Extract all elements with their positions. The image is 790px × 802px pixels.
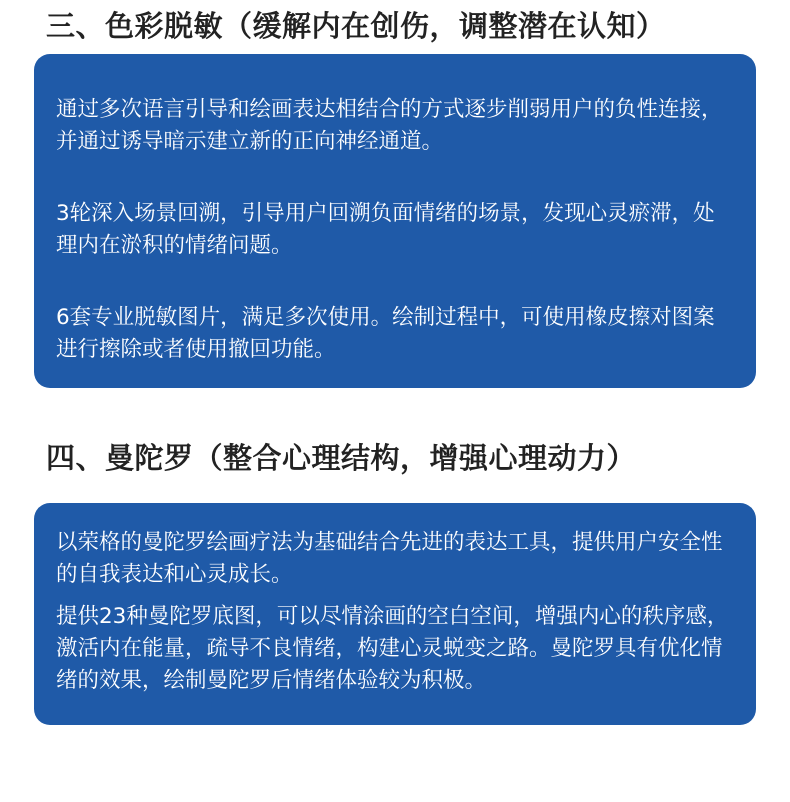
- card-paragraph: 提供23种曼陀罗底图，可以尽情涂画的空白空间，增强内心的秩序感，激活内在能量，疏导不良情绪，构建心灵蜕变之路。曼陀罗具有优化情绪的效果，绘制曼陀罗后情绪体验较为积极。: [56, 604, 729, 693]
- card-paragraph: 3轮深入场景回溯，引导用户回溯负面情绪的场景，发现心灵瘀滞，处理内在淤积的情绪问题。: [56, 201, 715, 258]
- card-paragraph: 以荣格的曼陀罗绘画疗法为基础结合先进的表达工具，提供用户安全性的自我表达和心灵成长。: [56, 530, 723, 587]
- card-paragraph: 6套专业脱敏图片，满足多次使用。绘制过程中，可使用橡皮擦对图案进行擦除或者使用撤回功能。: [56, 305, 715, 362]
- color-desensitization-card: [34, 54, 756, 388]
- section-title-color-desensitization: 三、色彩脱敏（缓解内在创伤，调整潜在认知）: [46, 9, 666, 43]
- mandala-card: [34, 503, 756, 725]
- section-title-mandala: 四、曼陀罗（整合心理结构，增强心理动力）: [46, 441, 637, 475]
- card-paragraph: 通过多次语言引导和绘画表达相结合的方式逐步削弱用户的负性连接，并通过诱导暗示建立新的正向神经通道。: [56, 97, 723, 154]
